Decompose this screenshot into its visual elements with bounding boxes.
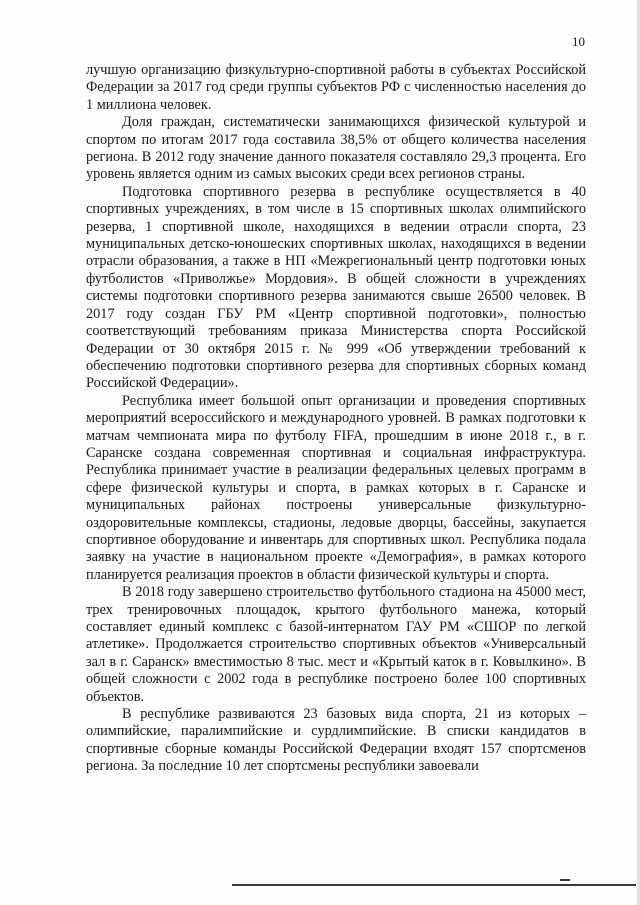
paragraph-sports-events: Республика имеет большой опыт организации и проведения спортивных мероприятий всероссийского и международного уровней. В рамках подготовки к матчам чемпионата мира по футболу FIFA, прошедшим в июне 2018 г., в г. Саранске создана современная спортивная и социальная инфраструктура. Республика принимает участие в реализации федеральных целевых программ в сфере физической культуры и спорта, в рамках которых в г. Саранске и муниципальных районах построены универсальные физкультурно-оздоровительные комплексы, стадионы, ледовые дворцы, бассейны, закупается спортивное оборудование и инвентарь для спортивных школ. Республика подала заявку на участие в национальном проекте «Демография», в рамках которого планируется реализация проектов в области физической культуры и спорта.: [86, 392, 586, 583]
paragraph-stadium-construction: В 2018 году завершено строительство футбольного стадиона на 45000 мест, трех тренировочных площадок, крытого футбольного манежа, который составляет единый комплекс с базой-интернатом ГАУ РМ «СШОР по легкой атлетике». Продолжается строительство спортивных объектов «Универсальный зал в г. Саранск» вместимостью 8 тыс. мест и «Крытый каток в г. Ковылкино». В общей сложности с 2002 года в республике построено более 100 спортивных объектов.: [86, 584, 586, 705]
page-number: 10: [572, 34, 585, 49]
scan-mark: [560, 879, 570, 881]
paragraph-sports-types: В республике развиваются 23 базовых вида спорта, 21 из которых – олимпийские, паралимпийские и сурдлимпийские. В списки кандидатов в спортивные сборные команды Российской Федерации входят 157 спортсменов региона. За последние 10 лет спортсмены республики завоевали: [86, 706, 586, 775]
scan-bottom-rule: [232, 884, 636, 886]
body-text: [86, 62, 586, 776]
paragraph-physical-activity-share: Доля граждан, систематически занимающихся физической культурой и спортом по итогам 2017 года составила 38,5% от общего количества населения региона. В 2012 году значение данного показателя составляло 29,3 процента. Его уровень является одним из самых высоких среди всех регионов страны.: [86, 114, 586, 183]
paragraph-sports-reserve: Подготовка спортивного резерва в республике осуществляется в 40 спортивных учреждениях, в том числе в 15 спортивных школах олимпийского резерва, 1 спортивной школе, находящихся в ведении отрасли спорта, 23 муниципальных детско-юношеских спортивных школах, находящихся в ведении отрасли образования, а также в НП «Межрегиональный центр подготовки юных футболистов «Приволжье» Мордовия». В общей сложности в учреждениях системы подготовки спортивного резерва занимаются свыше 26500 человек. В 2017 году создан ГБУ РМ «Центр спортивной подготовки», полностью соответствующий требованиям приказа Министерства спорта Российской Федерации от 30 октября 2015 г. № 999 «Об утверждении требований к обеспечению подготовки спортивного резерва для спортивных сборных команд Российской Федерации».: [86, 183, 586, 392]
paragraph-1-continuation: лучшую организацию физкультурно-спортивной работы в субъектах Российской Федерации за 2017 год среди группы субъектов РФ с численностью населения до 1 миллиона человек.: [86, 62, 586, 113]
